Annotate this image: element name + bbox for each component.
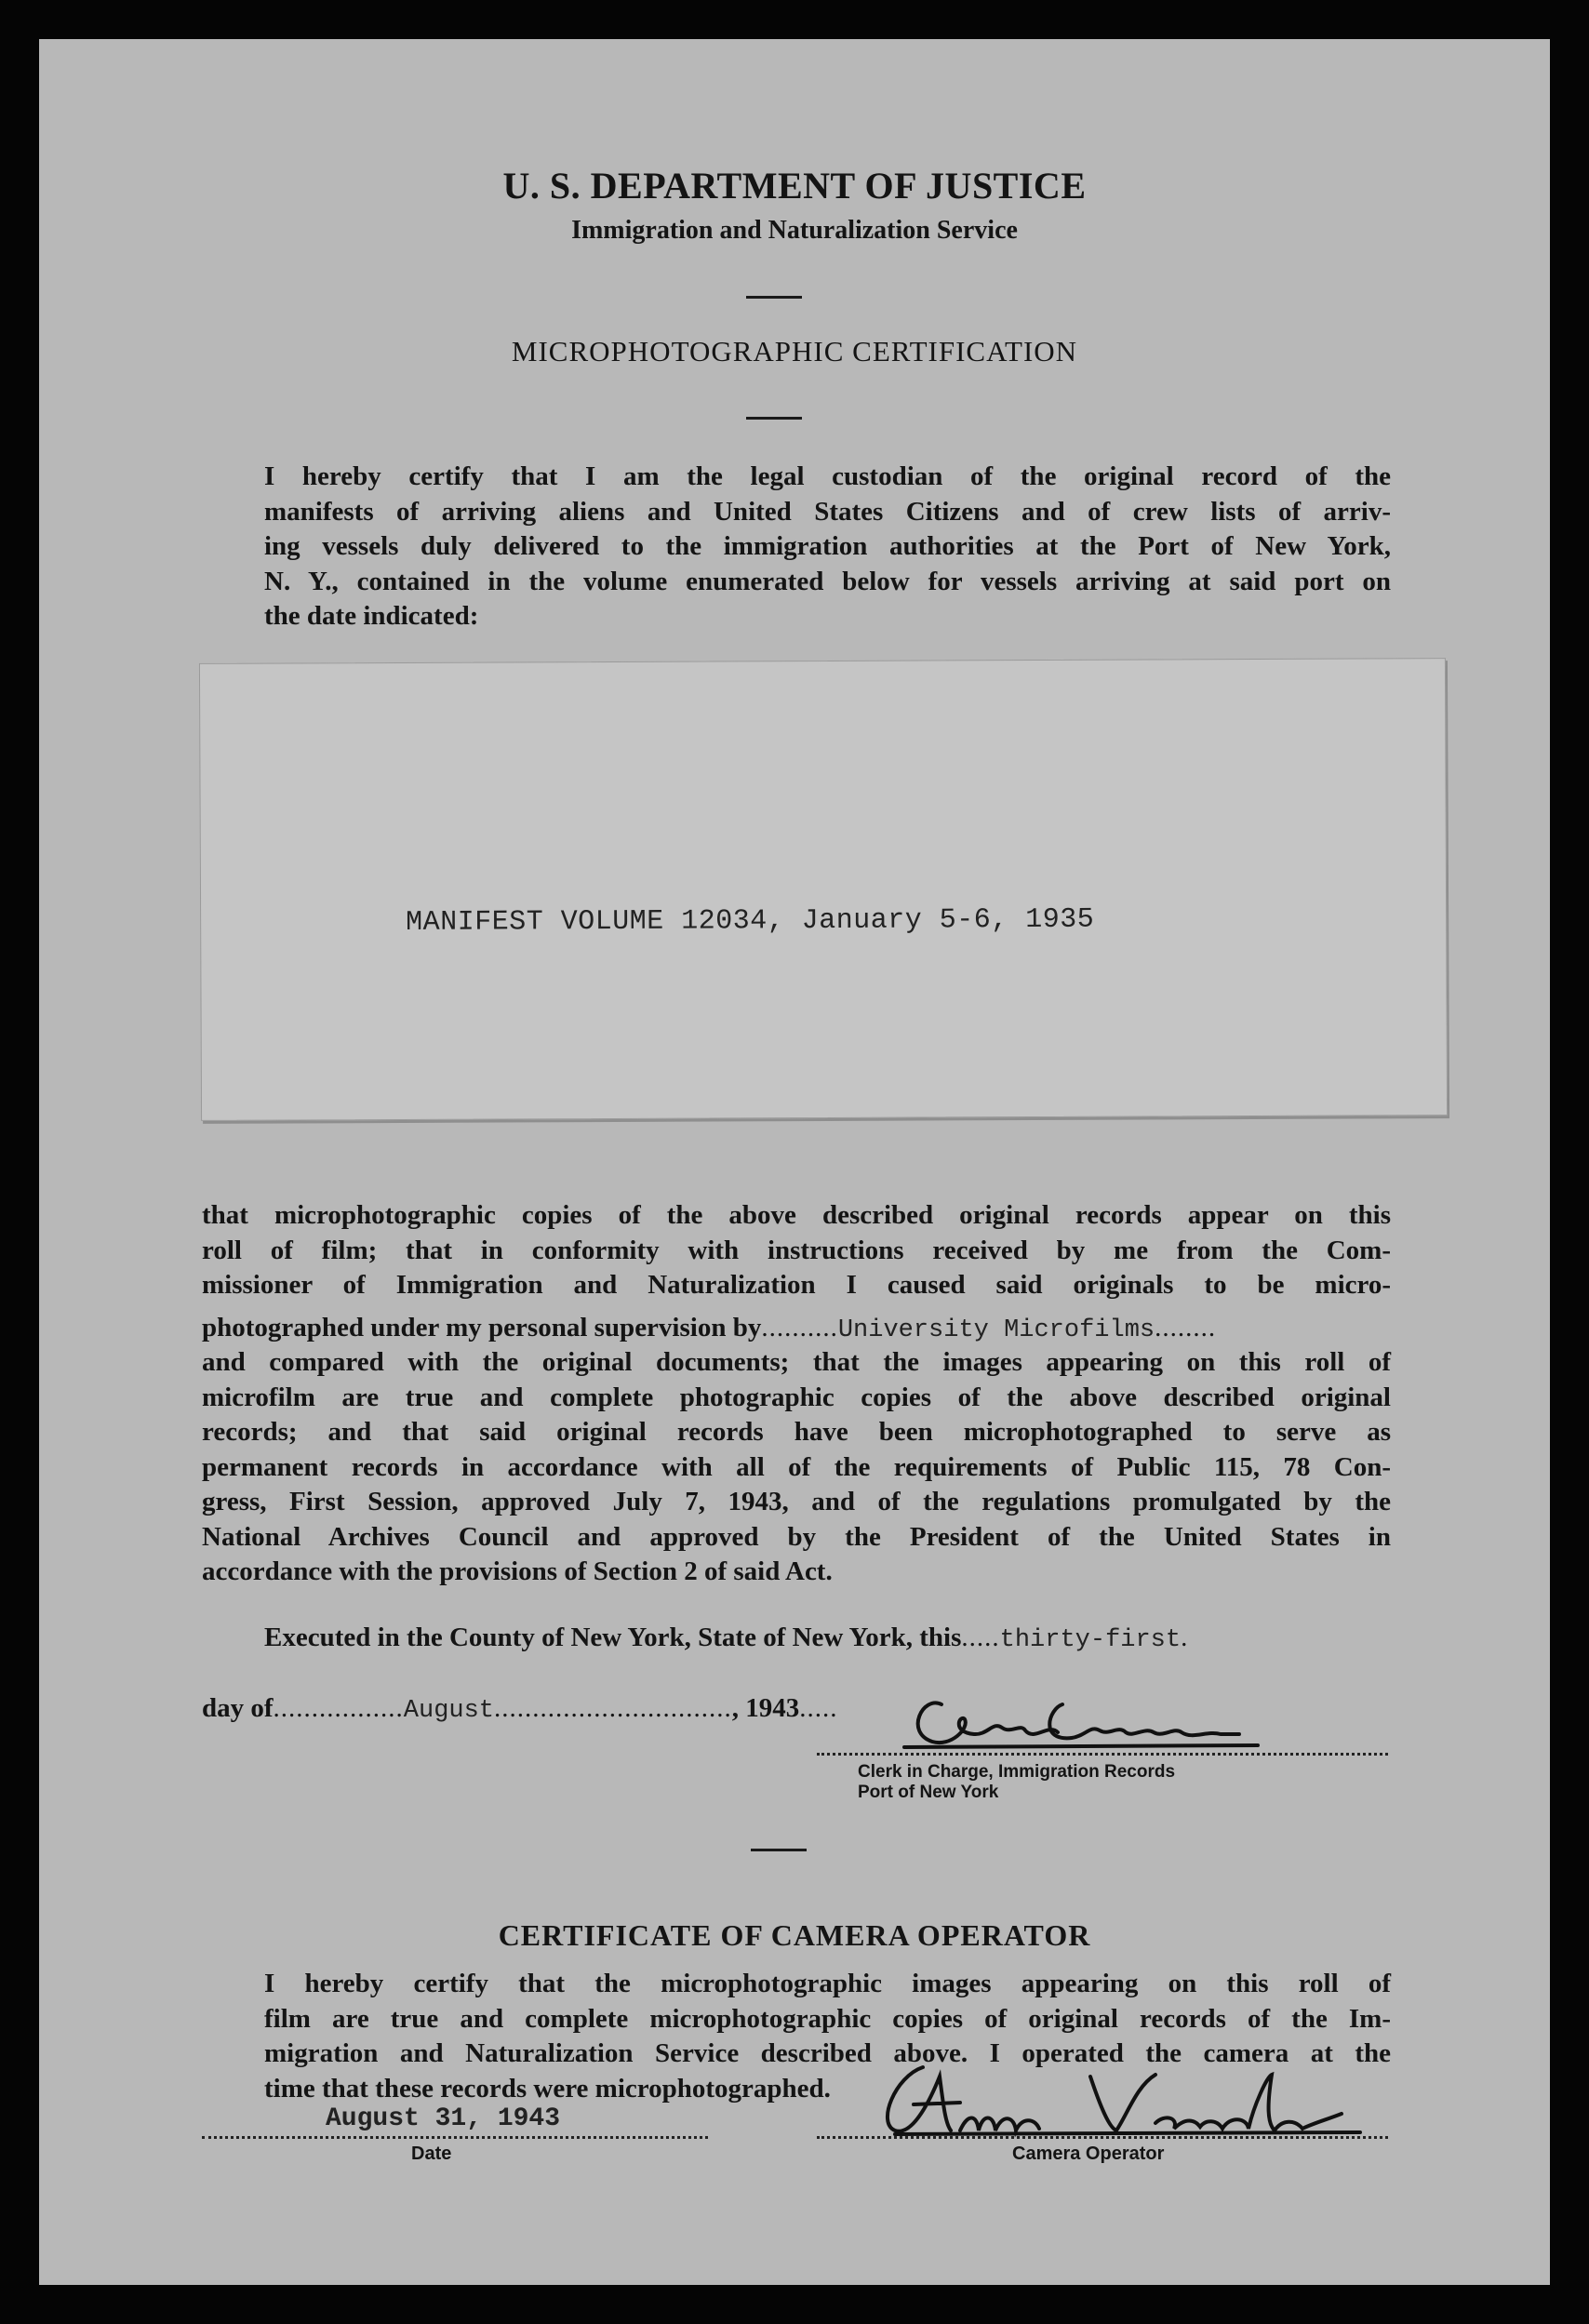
- manifest-volume-card: [199, 658, 1448, 1121]
- clerk-signature-line: [817, 1753, 1388, 1756]
- body-line: and compared with the original documents; that the images appearing on this roll of: [202, 1347, 1391, 1377]
- fill-dots: ........: [1155, 1312, 1217, 1342]
- execution-year: , 1943: [731, 1693, 800, 1723]
- supervision-prefix: photographed under my personal supervision by: [202, 1312, 762, 1342]
- camera-operator-signature: [858, 2049, 1379, 2142]
- intro-line: N. Y., contained in the volume enumerated below for vessels arriving at said port on: [264, 566, 1391, 596]
- executed-line: [264, 1623, 1188, 1654]
- body-line: accordance with the provisions of Section 2 of said Act.: [202, 1556, 833, 1586]
- execution-month: August: [403, 1697, 495, 1725]
- fill-dots: .: [1181, 1623, 1189, 1652]
- manifest-volume-text: MANIFEST VOLUME 12034, January 5-6, 1935: [406, 903, 1095, 939]
- camera-line: migration and Naturalization Service described above. I operated the camera at the: [264, 2038, 1391, 2068]
- camera-line: I hereby certify that the microphotographic images appearing on this roll of: [264, 1969, 1391, 1998]
- camera-line: film are true and complete microphotographic copies of original records of the Im-: [264, 2003, 1391, 2034]
- body-line: roll of film; that in conformity with instructions received by me from the Com-: [202, 1235, 1391, 1265]
- body-line: permanent records in accordance with all of the requirements of Public 115, 78 Con-: [202, 1451, 1391, 1482]
- clerk-title-line: Clerk in Charge, Immigration Records: [858, 1762, 1176, 1782]
- camera-operator-title: CERTIFICATE OF CAMERA OPERATOR: [498, 1918, 1091, 1952]
- body-paragraph: [202, 1198, 1391, 1590]
- body-line: National Archives Council and approved by the President of the United States in: [202, 1521, 1391, 1552]
- body-line: gress, First Session, approved July 7, 1943, and of the regulations promulgated by the: [202, 1487, 1391, 1516]
- executed-prefix: Executed in the County of New York, State of New York, this: [264, 1623, 962, 1652]
- fill-dots: .....: [961, 1623, 1000, 1652]
- day-of-label: day of: [202, 1693, 274, 1723]
- day-of-line: [202, 1693, 838, 1725]
- intro-line: ing vessels duly delivered to the immigration authorities at the Port of New York,: [264, 531, 1391, 561]
- service-subheading: Immigration and Naturalization Service: [571, 216, 1018, 245]
- date-signature-line: [202, 2136, 708, 2139]
- intro-line: manifests of arriving aliens and United States Citizens and of crew lists of arriv-: [264, 496, 1391, 527]
- clerk-title-line: Port of New York: [858, 1783, 999, 1802]
- body-line: that microphotographic copies of the above described original records appear on this: [202, 1200, 1391, 1230]
- divider: [746, 296, 802, 299]
- fill-dots: .................: [273, 1693, 404, 1723]
- certificate-page: [39, 39, 1550, 2285]
- date-label: Date: [411, 2144, 452, 2164]
- intro-line: the date indicated:: [264, 601, 479, 631]
- supervision-line: [202, 1311, 1391, 1346]
- body-line: records; and that said original records have been microphotographed to serve as: [202, 1417, 1391, 1447]
- supervisor-name: University Microfilms: [837, 1316, 1155, 1344]
- camera-line: time that these records were microphotographed.: [264, 2073, 831, 2104]
- certification-title: MICROPHOTOGRAPHIC CERTIFICATION: [511, 335, 1078, 367]
- intro-paragraph: [202, 460, 1391, 634]
- body-line: microfilm are true and complete photographic copies of the above described original: [202, 1382, 1391, 1412]
- body-line: missioner of Immigration and Naturalization I caused said originals to be micro-: [202, 1270, 1391, 1300]
- department-heading: U. S. DEPARTMENT OF JUSTICE: [502, 165, 1087, 207]
- execution-day: thirty-first: [999, 1626, 1182, 1654]
- clerk-signature: [886, 1676, 1276, 1760]
- clerk-title: [858, 1762, 1175, 1803]
- fill-dots: ...............................: [494, 1693, 732, 1723]
- operator-date-value: August 31, 1943: [326, 2104, 561, 2133]
- fill-dots: .....: [799, 1693, 838, 1723]
- camera-operator-label: Camera Operator: [1012, 2144, 1165, 2164]
- operator-signature-line: [817, 2136, 1388, 2139]
- fill-dots: ..........: [761, 1312, 838, 1342]
- intro-line: I hereby certify that I am the legal custodian of the original record of the: [264, 461, 1391, 491]
- divider: [746, 417, 802, 420]
- divider: [751, 1849, 807, 1851]
